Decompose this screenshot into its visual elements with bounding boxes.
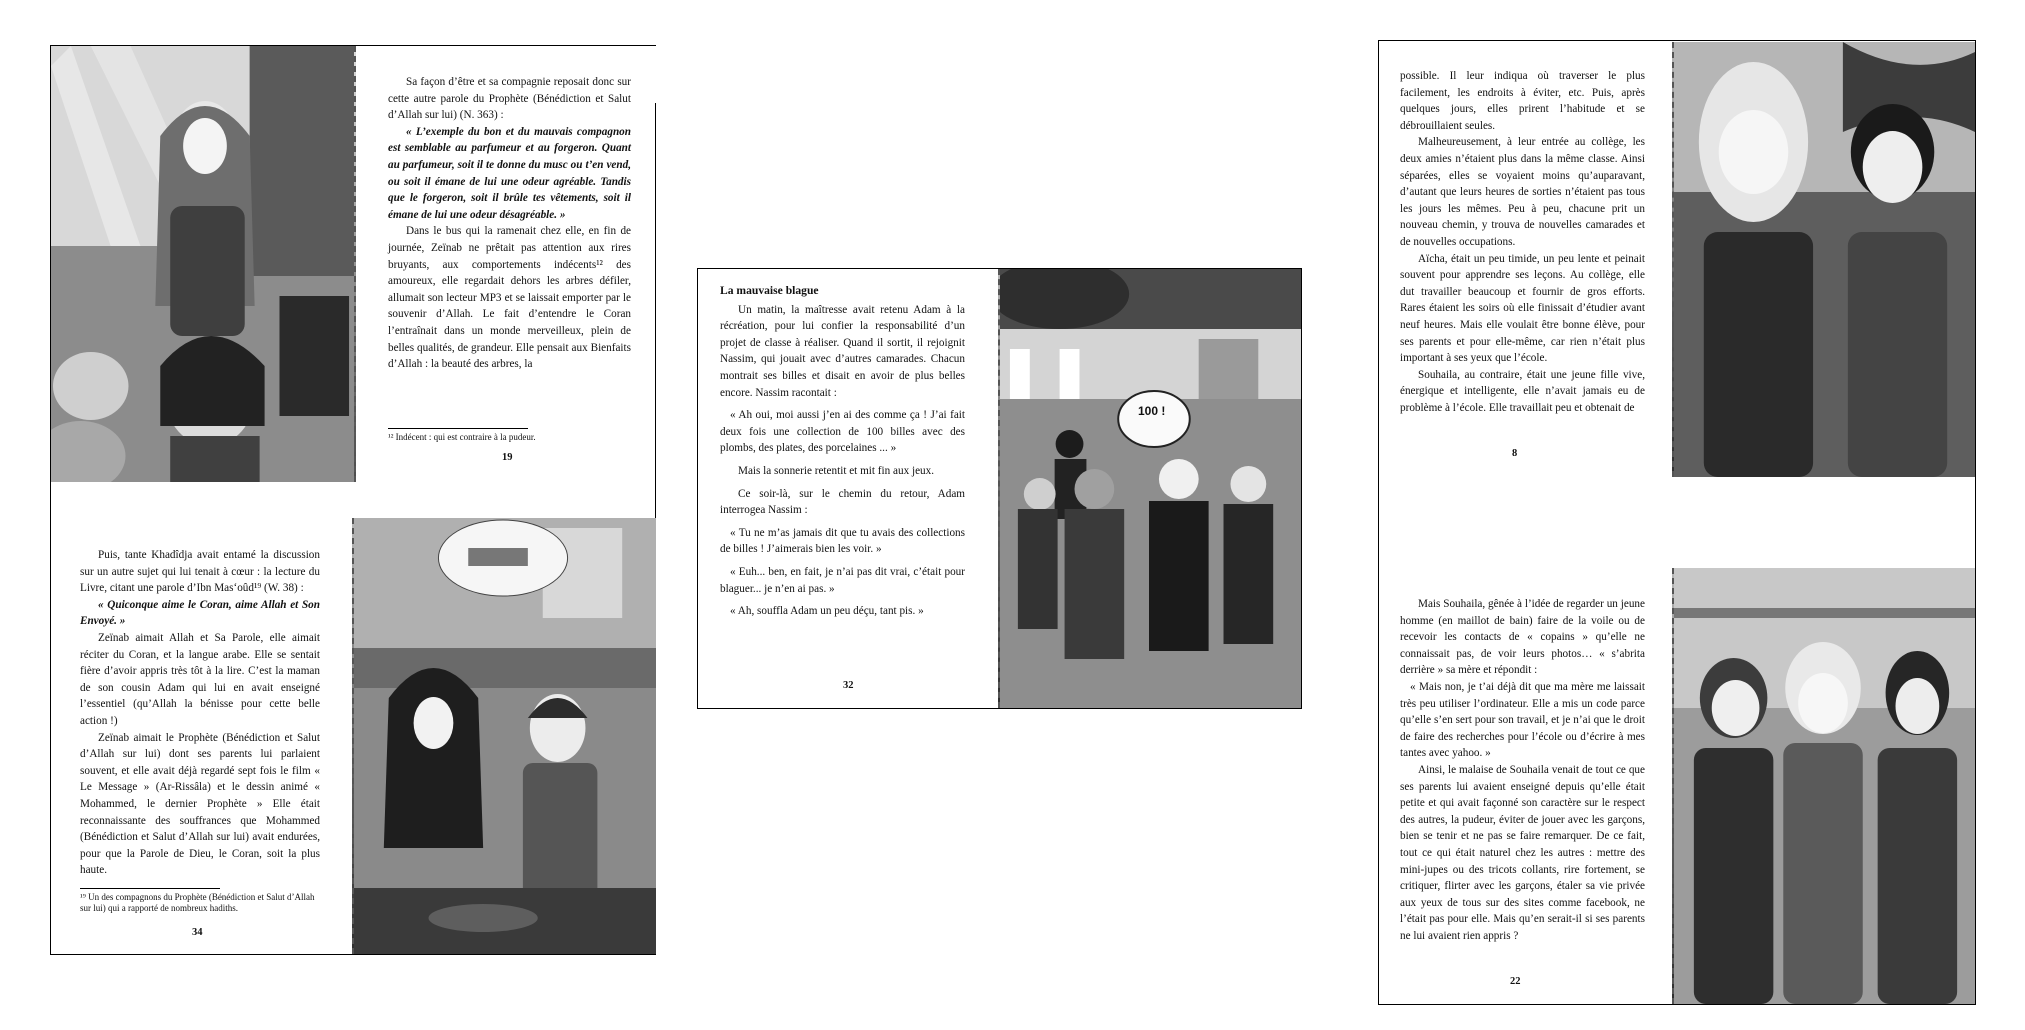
- footnote-rule: [80, 888, 220, 889]
- paragraph: Souhaila, au contraire, était une jeune fille vive, énergique et intelligente, elle n’avait jamais eu de problème à l’école. Elle travaillait peu et obtenait de: [1400, 368, 1645, 414]
- dialogue: « Ah, souffla Adam un peu déçu, tant pis. »: [730, 605, 924, 618]
- footnote-19: [80, 888, 320, 914]
- quote: « L’exemple du bon et du mauvais compagnon est semblable au parfumeur et au forgeron. Quant au parfumeur, soit il te donne du musc ou t’en vend, ou soit il émane de lui une odeur agréable. Tandis que le forgeron, soit il brûle tes vêtements, soit il émane de lui une odeur désagréable. »: [388, 125, 631, 221]
- page-19-text: [388, 74, 631, 373]
- paragraph: Mais la sonnerie retentit et mit fin aux jeux.: [738, 464, 935, 477]
- page-32-text: [720, 283, 965, 620]
- footnote-text: ¹² Indécent : qui est contraire à la pudeur.: [388, 432, 536, 442]
- page-number-8: 8: [1512, 448, 1518, 459]
- paragraph: Ce soir-là, sur le chemin du retour, Adam interrogea Nassim :: [720, 487, 965, 517]
- illustration-playground-scene: [998, 269, 1301, 708]
- footnote-text: ¹⁹ Un des compagnons du Prophète (Bénédiction et Salut d’Allah sur lui) qui a rapporté de nombreux hadiths.: [80, 892, 315, 913]
- illustration-two-friends: [1672, 42, 1975, 477]
- chapter-title: La mauvaise blague: [720, 284, 819, 297]
- dialogue: « Euh... ben, en fait, je n’ai pas dit vrai, c’était pour blaguer... je n’en ai pas. »: [720, 565, 965, 595]
- paragraph: Ainsi, le malaise de Souhaila venait de tout ce que ses parents lui avaient enseigné depuis qu’elle était petite et qui avait façonné son caractère sur le respect des autres, la pudeur, éviter de jouer avec les garçons, bien se tenir et ne pas se faire remarquer. De ce fait, tout ce qui était naturel chez les autres : mettre des mini-jupes ou des tricots collants, rire fortement, se critiquer, flirter avec les garçons, étaler sa vie privée aux yeux de tous sur des sites comme facebook, ne l’était pas pour elle. Mais qu’en serait-il si ses parents ne lui avaient rien appris ?: [1400, 763, 1645, 942]
- footnote-12: [388, 428, 631, 443]
- page-number-32: 32: [843, 680, 854, 691]
- illustration-sofa-scene: [352, 518, 656, 954]
- paragraph: Malheureusement, à leur entrée au collège, les deux amies n’étaient plus dans la même classe. Ainsi séparées, elles se voyaient moins qu’auparavant, d’autant que leurs heures de sorties n’étaient pas tous les jours les mêmes. Peu à peu, chacune prit un nouveau chemin, y trouva de nouvelles camarades et de nouvelles occupations.: [1400, 136, 1645, 248]
- paragraph: Sa façon d’être et sa compagnie reposait donc sur cette autre parole du Prophète (Bénédiction et Salut d’Allah sur lui) (N. 363) :: [388, 76, 631, 122]
- paragraph: Zeïnab aimait Allah et Sa Parole, elle aimait réciter du Coran, et la langue arabe. Elle se sentait fière d’avoir appris très tôt à la lire. C’est la maman de son cousin Adam qui lui en avait enseigné l’essentiel (qu’Allah la bénisse pour cette belle action !): [80, 631, 320, 727]
- paragraph: Un matin, la maîtresse avait retenu Adam à la récréation, pour lui confier la responsabilité d’un projet de classe à réaliser. Quand il sortit, il rejoignit Nassim, qui jouait avec d’autres camarades. Chacun montrait ses billes et disait en avoir de plus belles encore. Nassim racontait :: [720, 303, 965, 399]
- dialogue: « Ah oui, moi aussi j’en ai des comme ça ! J’ai fait deux fois une collection de 100 billes avec des plombs, des plates, des porcelaines ... »: [720, 409, 965, 455]
- paragraph: Aïcha, était un peu timide, un peu lente et peinait souvent pour apprendre ses leçons. Au collège, elle dut travailler beaucoup et fournir de gros efforts. Rares étaient les soirs où elle finissait d’étudier avant neuf heures. Mais elle voulait être bonne élève, pour ses parents et pour elle-même, car rien n’était plus important à ses yeux que l’école.: [1400, 252, 1645, 365]
- illustration-bus-scene: [51, 46, 356, 482]
- page-number-22: 22: [1510, 976, 1521, 987]
- speech-bubble: 100 !: [1138, 404, 1166, 418]
- dialogue: « Mais non, je t’ai déjà dit que ma mère me laissait très peu utiliser l’ordinateur. Elle a mis un code parce qu’elle s’en sert pour son travail, et je n’ai que le droit de faire des recherches pour l’école ou d’écrire à mes tantes avec yahoo. »: [1400, 680, 1645, 760]
- paragraph: Puis, tante Khadîdja avait entamé la discussion sur un autre sujet qui lui tenait à cœur : la lecture du Livre, citant une parole d’Ibn Mas‘oûd¹⁹ (W. 38) :: [80, 549, 320, 595]
- paragraph: Dans le bus qui la ramenait chez elle, en fin de journée, Zeïnab ne prêtait pas attention aux rires bruyants, aux comportements indécents¹² des amoureux, elle regardait dehors les arbres défiler, allumait son lecteur MP3 et se laissait emporter par le souvenir d’Allah. Le fait d’entendre le Coran l’entraînait dans un monde merveilleux, plein de belles qualités, de grandeur. Elle pensait aux Bienfaits d’Allah : la beauté des arbres, la: [388, 225, 631, 371]
- page-8-text: [1400, 68, 1645, 416]
- paragraph: Mais Souhaila, gênée à l’idée de regarder un jeune homme (en maillot de bain) faire de la voile ou de recevoir les contacts de « copains » qu’elle ne connaissait pas, de voir leurs photos… « s’abrita derrière » sa mère et répondit :: [1400, 598, 1645, 677]
- frame-bottom-line: [50, 954, 656, 955]
- page-number-34: 34: [192, 927, 203, 938]
- quote: « Quiconque aime le Coran, aime Allah et Son Envoyé. »: [80, 598, 320, 628]
- paragraph: Zeïnab aimait le Prophète (Bénédiction et Salut d’Allah sur lui) dont ses parents lui parlaient souvent, et elle avait déjà regardé sept fois le film « Le Message » (Ar-Rissâla) et le dessin animé « Mohammed, le dernier Prophète » Elle était reconnaissante des souffrances que Mohammed (Bénédiction et Salut d’Allah sur lui) avait endurées, pour que la Parole de Dieu, le Coran, soit la plus haute.: [80, 731, 320, 877]
- page-22-text: [1400, 596, 1645, 944]
- footnote-rule: [388, 428, 528, 429]
- page-number-19: 19: [502, 452, 513, 463]
- paragraph: possible. Il leur indiqua où traverser le plus facilement, les endroits à éviter, etc. Puis, après quelques jours, elles prirent l’habitude et se débrouillaient seules.: [1400, 70, 1645, 132]
- dialogue: « Tu ne m’as jamais dit que tu avais des collections de billes ! J’aimerais bien les voir. »: [720, 526, 965, 556]
- illustration-three-girls: [1672, 568, 1975, 1004]
- page-34-text: [80, 547, 320, 879]
